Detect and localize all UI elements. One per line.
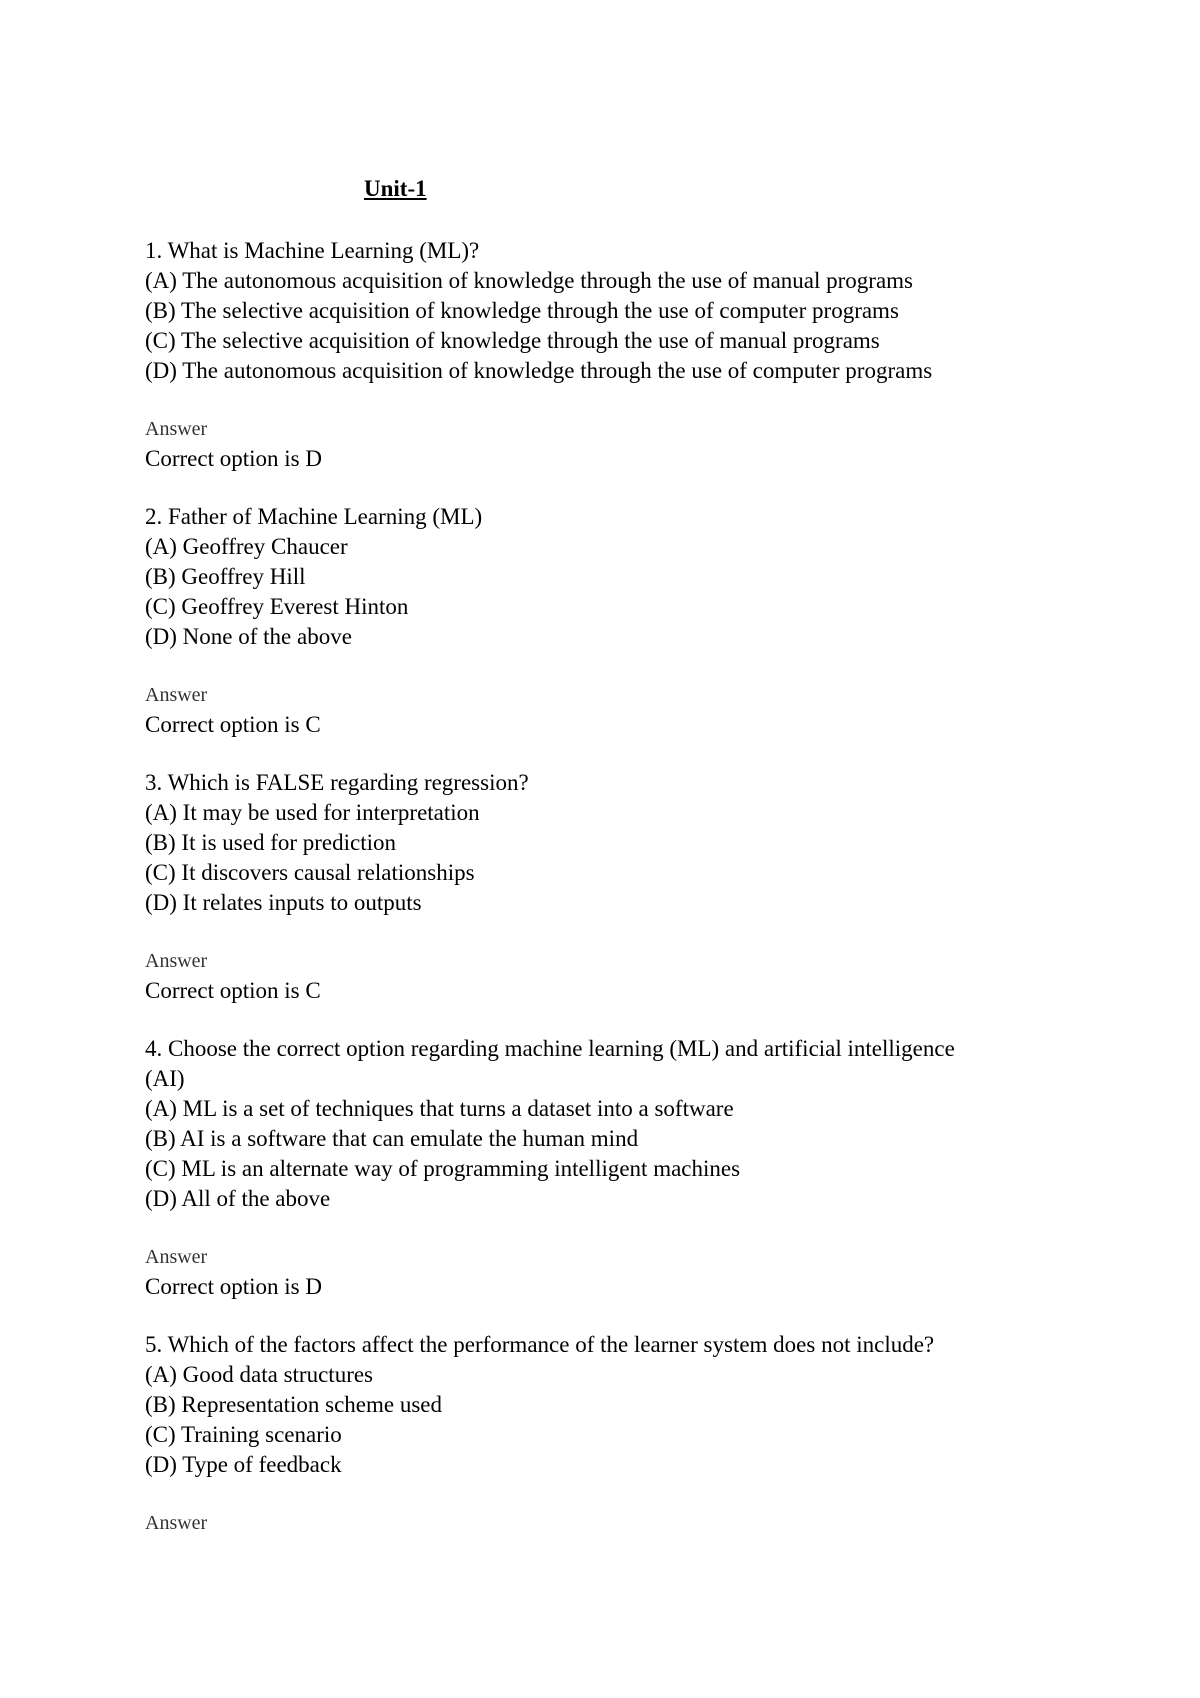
answer-text: Correct option is C xyxy=(145,978,321,1003)
option-c: (C) ML is an alternate way of programming intelligent machines xyxy=(145,1156,741,1181)
unit-title: Unit-1 xyxy=(364,176,427,201)
option-d: (D) The autonomous acquisition of knowledge through the use of computer programs xyxy=(145,358,933,383)
option-c: (C) Training scenario xyxy=(145,1422,342,1447)
answer-text: Correct option is C xyxy=(145,712,321,737)
option-b: (B) Geoffrey Hill xyxy=(145,564,306,589)
answer-label: Answer xyxy=(145,1246,208,1268)
option-a: (A) Good data structures xyxy=(145,1362,374,1387)
answer-label: Answer xyxy=(145,684,208,706)
option-a: (A) The autonomous acquisition of knowledge through the use of manual programs xyxy=(145,268,913,293)
question-text: 3. Which is FALSE regarding regression? xyxy=(145,770,529,795)
option-d: (D) Type of feedback xyxy=(145,1452,342,1477)
answer-label: Answer xyxy=(145,418,208,440)
option-b: (B) Representation scheme used xyxy=(145,1392,442,1417)
option-b: (B) AI is a software that can emulate the human mind xyxy=(145,1126,639,1151)
question-block-2 xyxy=(145,502,1145,740)
option-c: (C) The selective acquisition of knowledge through the use of manual programs xyxy=(145,328,880,353)
question-text: 4. Choose the correct option regarding machine learning (ML) and artificial intelligence (AI) xyxy=(145,1036,955,1091)
option-a: (A) It may be used for interpretation xyxy=(145,800,480,825)
option-d: (D) None of the above xyxy=(145,624,352,649)
answer-label: Answer xyxy=(145,1512,208,1534)
question-block-1 xyxy=(145,236,1145,474)
answer-text: Correct option is D xyxy=(145,1274,322,1299)
question-block-5 xyxy=(145,1330,1145,1538)
option-c: (C) It discovers causal relationships xyxy=(145,860,475,885)
answer-label: Answer xyxy=(145,950,208,972)
option-d: (D) It relates inputs to outputs xyxy=(145,890,422,915)
answer-text: Correct option is D xyxy=(145,446,322,471)
option-a: (A) Geoffrey Chaucer xyxy=(145,534,348,559)
option-d: (D) All of the above xyxy=(145,1186,331,1211)
option-b: (B) It is used for prediction xyxy=(145,830,397,855)
question-block-4 xyxy=(145,1034,1145,1302)
question-text: 5. Which of the factors affect the performance of the learner system does not include? xyxy=(145,1332,935,1357)
question-block-3 xyxy=(145,768,1145,1006)
question-text: 2. Father of Machine Learning (ML) xyxy=(145,504,483,529)
question-text: 1. What is Machine Learning (ML)? xyxy=(145,238,480,263)
option-b: (B) The selective acquisition of knowledge through the use of computer programs xyxy=(145,298,899,323)
option-c: (C) Geoffrey Everest Hinton xyxy=(145,594,409,619)
option-a: (A) ML is a set of techniques that turns a dataset into a software xyxy=(145,1096,734,1121)
question-list xyxy=(145,236,1145,1566)
